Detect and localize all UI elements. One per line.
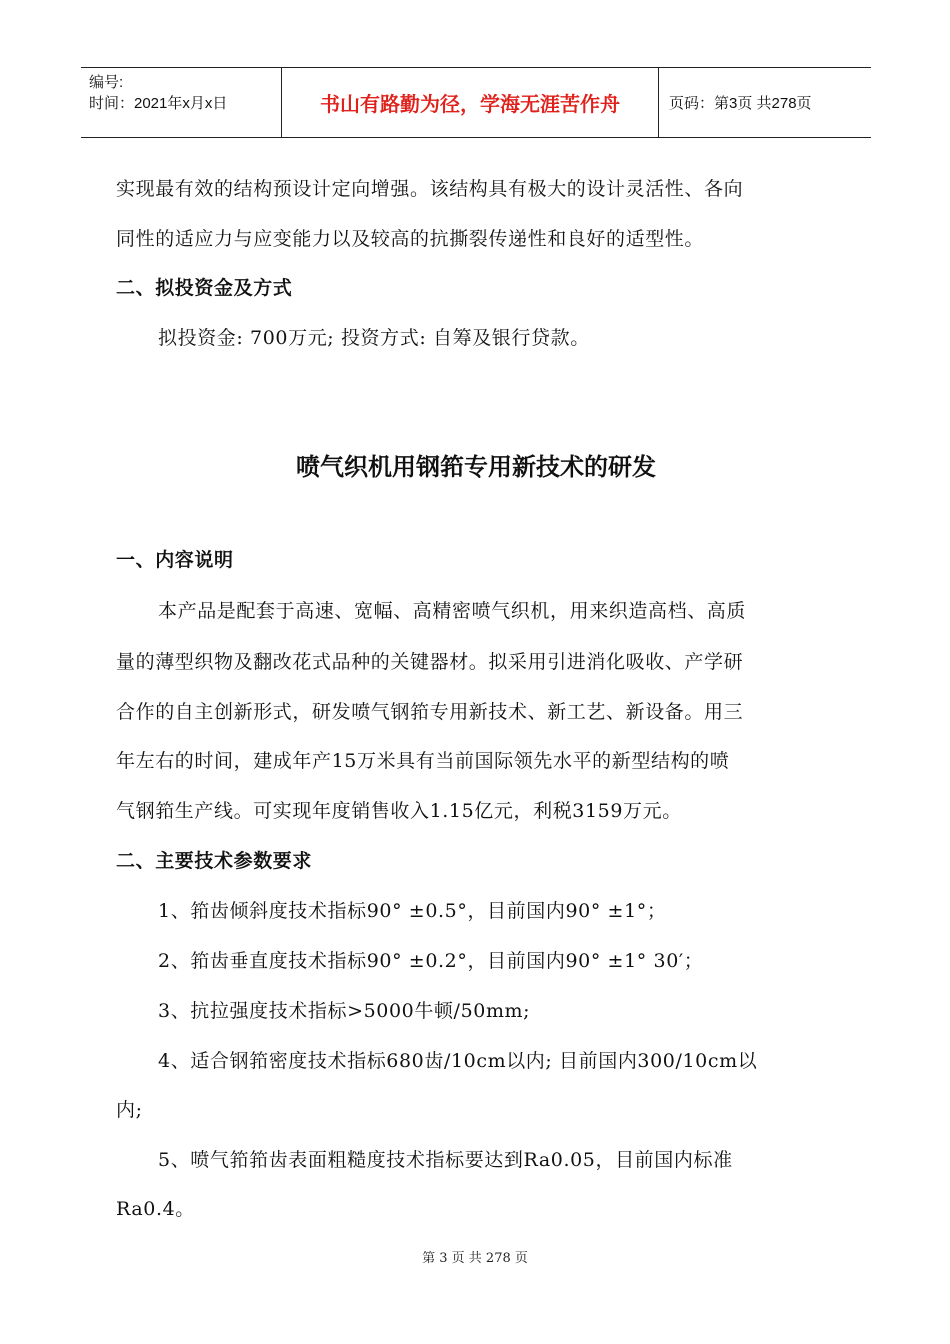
investment-text: 拟投资金: 700万元; 投资方式: 自筹及银行贷款。 <box>158 327 590 349</box>
paragraph-line: 量的薄型织物及翻改花式品种的关键器材。拟采用引进消化吸收、产学研 <box>116 651 744 673</box>
page-footer: 第 3 页 共 278 页 <box>422 1251 528 1266</box>
param-item: 5、喷气筘筘齿表面粗糙度技术指标要达到Ra0.05，目前国内标准 <box>158 1149 733 1171</box>
param-item-continued: Ra0.4。 <box>116 1198 195 1220</box>
section-heading-content: 一、内容说明 <box>116 549 234 571</box>
header-motto: 书山有路勤为径，学海无涯苦作舟 <box>282 68 659 137</box>
document-number-label: 编号: <box>89 74 124 91</box>
param-item: 3、抗拉强度技术指标>5000牛顿/50mm; <box>158 1000 531 1022</box>
header-meta <box>81 68 282 137</box>
paragraph-line: 本产品是配套于高速、宽幅、高精密喷气织机，用来织造高档、高质 <box>158 600 747 622</box>
paragraph-line: 实现最有效的结构预设计定向增强。该结构具有极大的设计灵活性、各向 <box>116 178 744 200</box>
paragraph-line: 气钢筘生产线。可实现年度销售收入1.15亿元，利税3159万元。 <box>116 800 682 822</box>
param-item: 4、适合钢筘密度技术指标680齿/10cm以内; 目前国内300/10cm以 <box>158 1050 758 1072</box>
param-item: 1、筘齿倾斜度技术指标90° ±0.5°，目前国内90° ±1°； <box>158 900 667 922</box>
document-date: 时间：2021年x月x日 <box>89 95 228 112</box>
param-item: 2、筘齿垂直度技术指标90° ±0.2°，目前国内90° ±1° 30′； <box>158 950 704 972</box>
section-title: 喷气织机用钢筘专用新技术的研发 <box>296 453 656 481</box>
paragraph-line: 年左右的时间，建成年产15万米具有当前国际领先水平的新型结构的喷 <box>116 750 730 772</box>
header-page-info: 页码：第3页 共278页 <box>669 95 812 112</box>
page-header <box>81 67 871 138</box>
section-heading-investment: 二、拟投资金及方式 <box>116 277 293 299</box>
section-heading-params: 二、主要技术参数要求 <box>116 850 313 872</box>
paragraph-line: 合作的自主创新形式，研发喷气钢筘专用新技术、新工艺、新设备。用三 <box>116 701 744 723</box>
param-item-continued: 内; <box>116 1099 143 1121</box>
paragraph-line: 同性的适应力与应变能力以及较高的抗撕裂传递性和良好的适型性。 <box>116 228 705 250</box>
